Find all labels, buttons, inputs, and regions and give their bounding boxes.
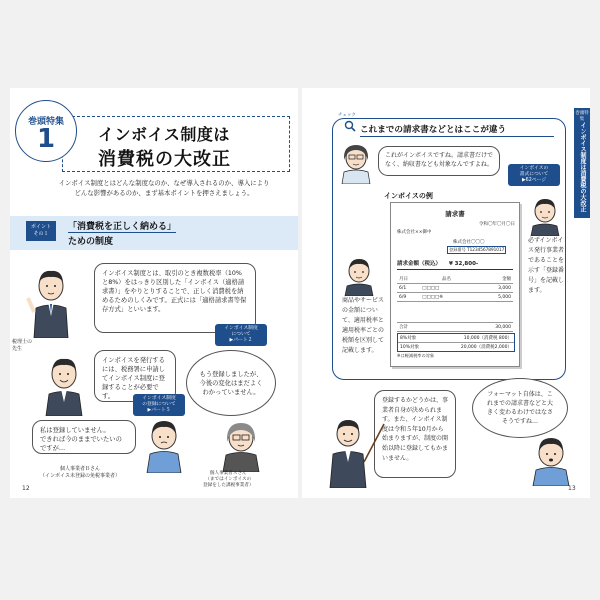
- person-e-illustration: [342, 256, 376, 296]
- invoice-tax-table: [397, 333, 515, 352]
- caption-tax-accountant: 税理士の 先生: [12, 339, 33, 352]
- nav-link-page62[interactable]: インボイスの 書式について ▶62ページ: [508, 164, 560, 186]
- left-page: [10, 88, 298, 498]
- balloon-teacher: 登録するかどうかは、事業者自身が決められます。また、インボイス制度は令和５年10月から始まりますが、制度の開始以降に登録してもかまいません。: [374, 390, 456, 478]
- invoice-title: 請求書: [445, 210, 465, 218]
- point-title-line2: ための制度: [68, 237, 114, 247]
- person-b-illustration: [142, 418, 186, 473]
- nav-link-part2[interactable]: インボイス制度 について ▶パート２: [215, 324, 267, 346]
- invoice-registration-number: 登録番号 T1234567891017: [449, 247, 505, 252]
- balloon-tax-explanation: インボイス制度とは、取引のとき複数税率（10%と8%）をはっきり区別した「インボイス（適格請求書）」をやりとりすることで、正しく消費税を納めるためのしくみです。正式には「適格請求書等保存方式」といいます。: [94, 263, 256, 333]
- invoice-total-label: 請求金額（税込）: [397, 261, 442, 267]
- point-tag: ポイント その１: [26, 221, 56, 241]
- nav-link-part5[interactable]: インボイス制度 の登録について ▶パート５: [133, 394, 185, 416]
- person-d-illustration: [528, 196, 562, 236]
- invoice-note: ※は軽減税率の対象: [397, 353, 435, 358]
- point-title-line1: 「消費税を正しく納める」: [68, 219, 176, 233]
- feature-tag: 巻頭特集: [27, 117, 64, 127]
- invoice-date: 令和〇年〇月〇日: [479, 222, 515, 227]
- page-number-left: 12: [22, 485, 30, 492]
- invoice-sum-row: 合計 30,000: [399, 324, 511, 330]
- invoice-document: [390, 202, 520, 367]
- invoice-recipient: 株式会社××御中: [397, 230, 432, 235]
- balloon-issue-invoice: インボイスを発行するには、税務署に申請してインボイス制度に登録することが必要です。: [94, 350, 176, 402]
- invoice-total-value: ¥ 32,800-: [448, 261, 479, 267]
- invoice-table: [397, 275, 513, 332]
- person-f-illustration: [528, 436, 574, 486]
- check-label: チェック: [338, 113, 356, 118]
- side-tab-top: 巻頭特集: [575, 111, 589, 122]
- invoice-heading: インボイスの例: [384, 192, 433, 200]
- page-title-line1: インボイス制度は: [98, 125, 230, 144]
- invoice-table-header: 月日 品名 金額: [399, 277, 511, 282]
- section-title: これまでの請求書などとはここが違う: [360, 125, 507, 135]
- caption-person-a: 個人事業者Ａさん （まではインボイスの 登録をした課税事業者）: [203, 471, 254, 488]
- caption-person-b: 個人事業者Ｂさん （インボイス未登録の免税事業者）: [40, 466, 120, 479]
- teacher-pointer-illustration: [326, 418, 386, 488]
- balloon-person-c: これがインボイスですね。請求書だけでなく、納収書なども対象なんですよね。: [378, 146, 500, 176]
- section-title-line: [360, 136, 554, 137]
- right-page: [302, 88, 590, 498]
- magnifier-icon: [344, 120, 356, 132]
- table-row: [397, 302, 513, 323]
- lead-text: インボイス制度とはどんな制度なのか、なぜ導入されるのか、導入により どんな影響があるのか、まず基本ポイントを押さえましょう。: [58, 179, 270, 197]
- table-row: 6/1 □□□□ 3,000: [397, 284, 513, 293]
- invoice-issuer: 株式会社〇〇〇: [453, 240, 485, 245]
- side-tab-title: インボイス制度は消費税の大改正: [579, 122, 586, 212]
- invoice-total-row: [397, 259, 513, 270]
- feature-number: 1: [36, 124, 56, 154]
- note-registration-number: 必ずインボイス発行事業者であることを示す「登録番号」を記載します。: [528, 237, 565, 294]
- page-title-line2: 消費税の大改正: [98, 149, 231, 170]
- balloon-person-b: 私は登録していません。 できれば今のままでいたいのですが…: [32, 420, 136, 454]
- note-tax-rate: 商品やサービスの金額について、適用税率と適用税率ごとの税額を区別して記載します。: [342, 297, 385, 354]
- tax-accountant-illustration: [26, 268, 76, 338]
- table-row: 10%対象 20,000（消費税2,000）: [400, 345, 512, 350]
- table-row: 8%対象 10,000（消費税 800）: [400, 336, 512, 341]
- tax-accountant-illustration-2: [40, 356, 88, 416]
- bubble-person-a: もう登録しましたが、今後の変化はまだよくわかっていません。: [186, 350, 276, 416]
- person-c-illustration: [338, 142, 374, 184]
- table-row: 6/9 □□□□※ 5,000: [397, 293, 513, 302]
- page-number-right: 13: [568, 485, 576, 492]
- bubble-format: フォーマット自体は、これまでの請求書などと大きく変わるわけではなさそうですね…: [472, 378, 568, 438]
- person-a-illustration: [218, 420, 264, 472]
